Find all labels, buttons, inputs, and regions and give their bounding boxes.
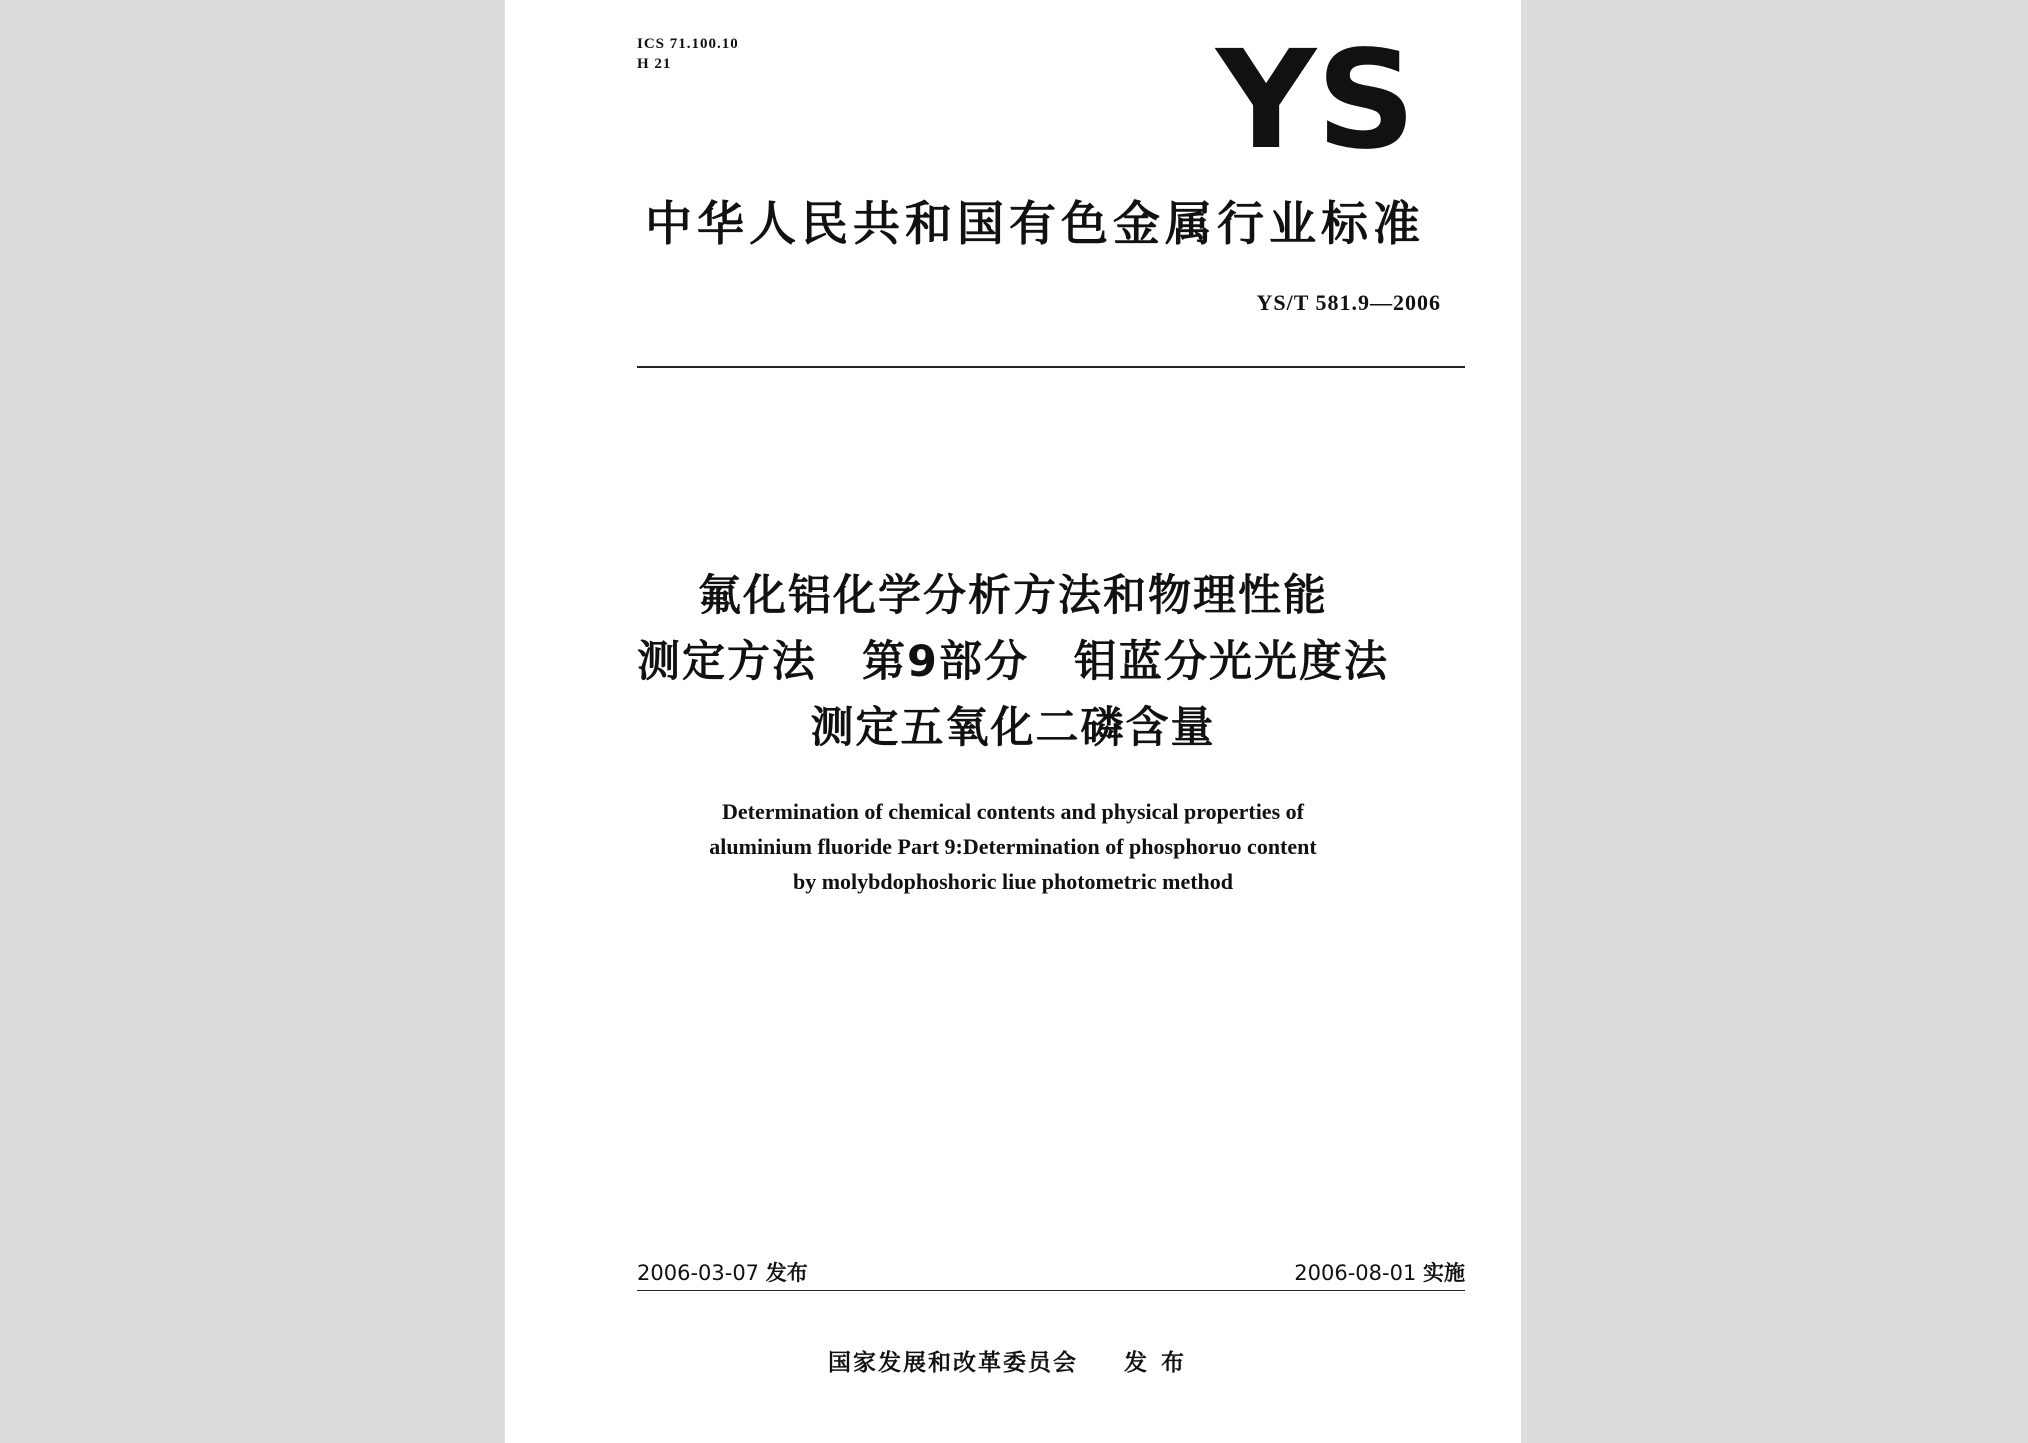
standard-number: YS/T 581.9—2006 [1256, 290, 1441, 315]
classification-codes [637, 34, 739, 74]
title-cn-line-2: 测定方法 第9部分 钼蓝分光光度法 [637, 637, 1389, 687]
bottom-divider [637, 1290, 1465, 1291]
issue-date: 2006-03-07 [637, 1261, 760, 1285]
title-en-line-2: aluminium fluoride Part 9:Determination of phosphoruo content [709, 834, 1317, 859]
ys-logo-text: YS [1213, 44, 1416, 154]
publisher-line [505, 1344, 1521, 1377]
title-cn-line-3: 测定五氧化二磷含量 [810, 703, 1216, 753]
ics-code: ICS 71.100.10 [637, 36, 739, 52]
title-chinese [505, 563, 1521, 761]
title-en-line-3: by molybdophoshoric liue photometric method [792, 869, 1234, 894]
implement-label: 实施 [1423, 1261, 1465, 1285]
implement-date-line [1294, 1257, 1465, 1287]
title-en-line-1: Determination of chemical contents and physical properties of [722, 799, 1304, 824]
top-divider [637, 366, 1465, 368]
ys-logo [1211, 44, 1421, 154]
publisher-name: 国家发展和改革委员会 [828, 1350, 1078, 1376]
agency-title: 中华人民共和国有色金属行业标准 [645, 197, 1425, 252]
issue-date-line [637, 1257, 808, 1287]
document-page [505, 0, 1521, 1443]
issue-label: 发布 [765, 1261, 808, 1285]
title-cn-line-1: 氟化铝化学分析方法和物理性能 [698, 571, 1328, 621]
title-english [505, 794, 1521, 899]
implement-date: 2006-08-01 [1294, 1261, 1417, 1285]
publish-action: 发布 [1124, 1350, 1198, 1376]
ccs-code: H 21 [637, 56, 672, 72]
